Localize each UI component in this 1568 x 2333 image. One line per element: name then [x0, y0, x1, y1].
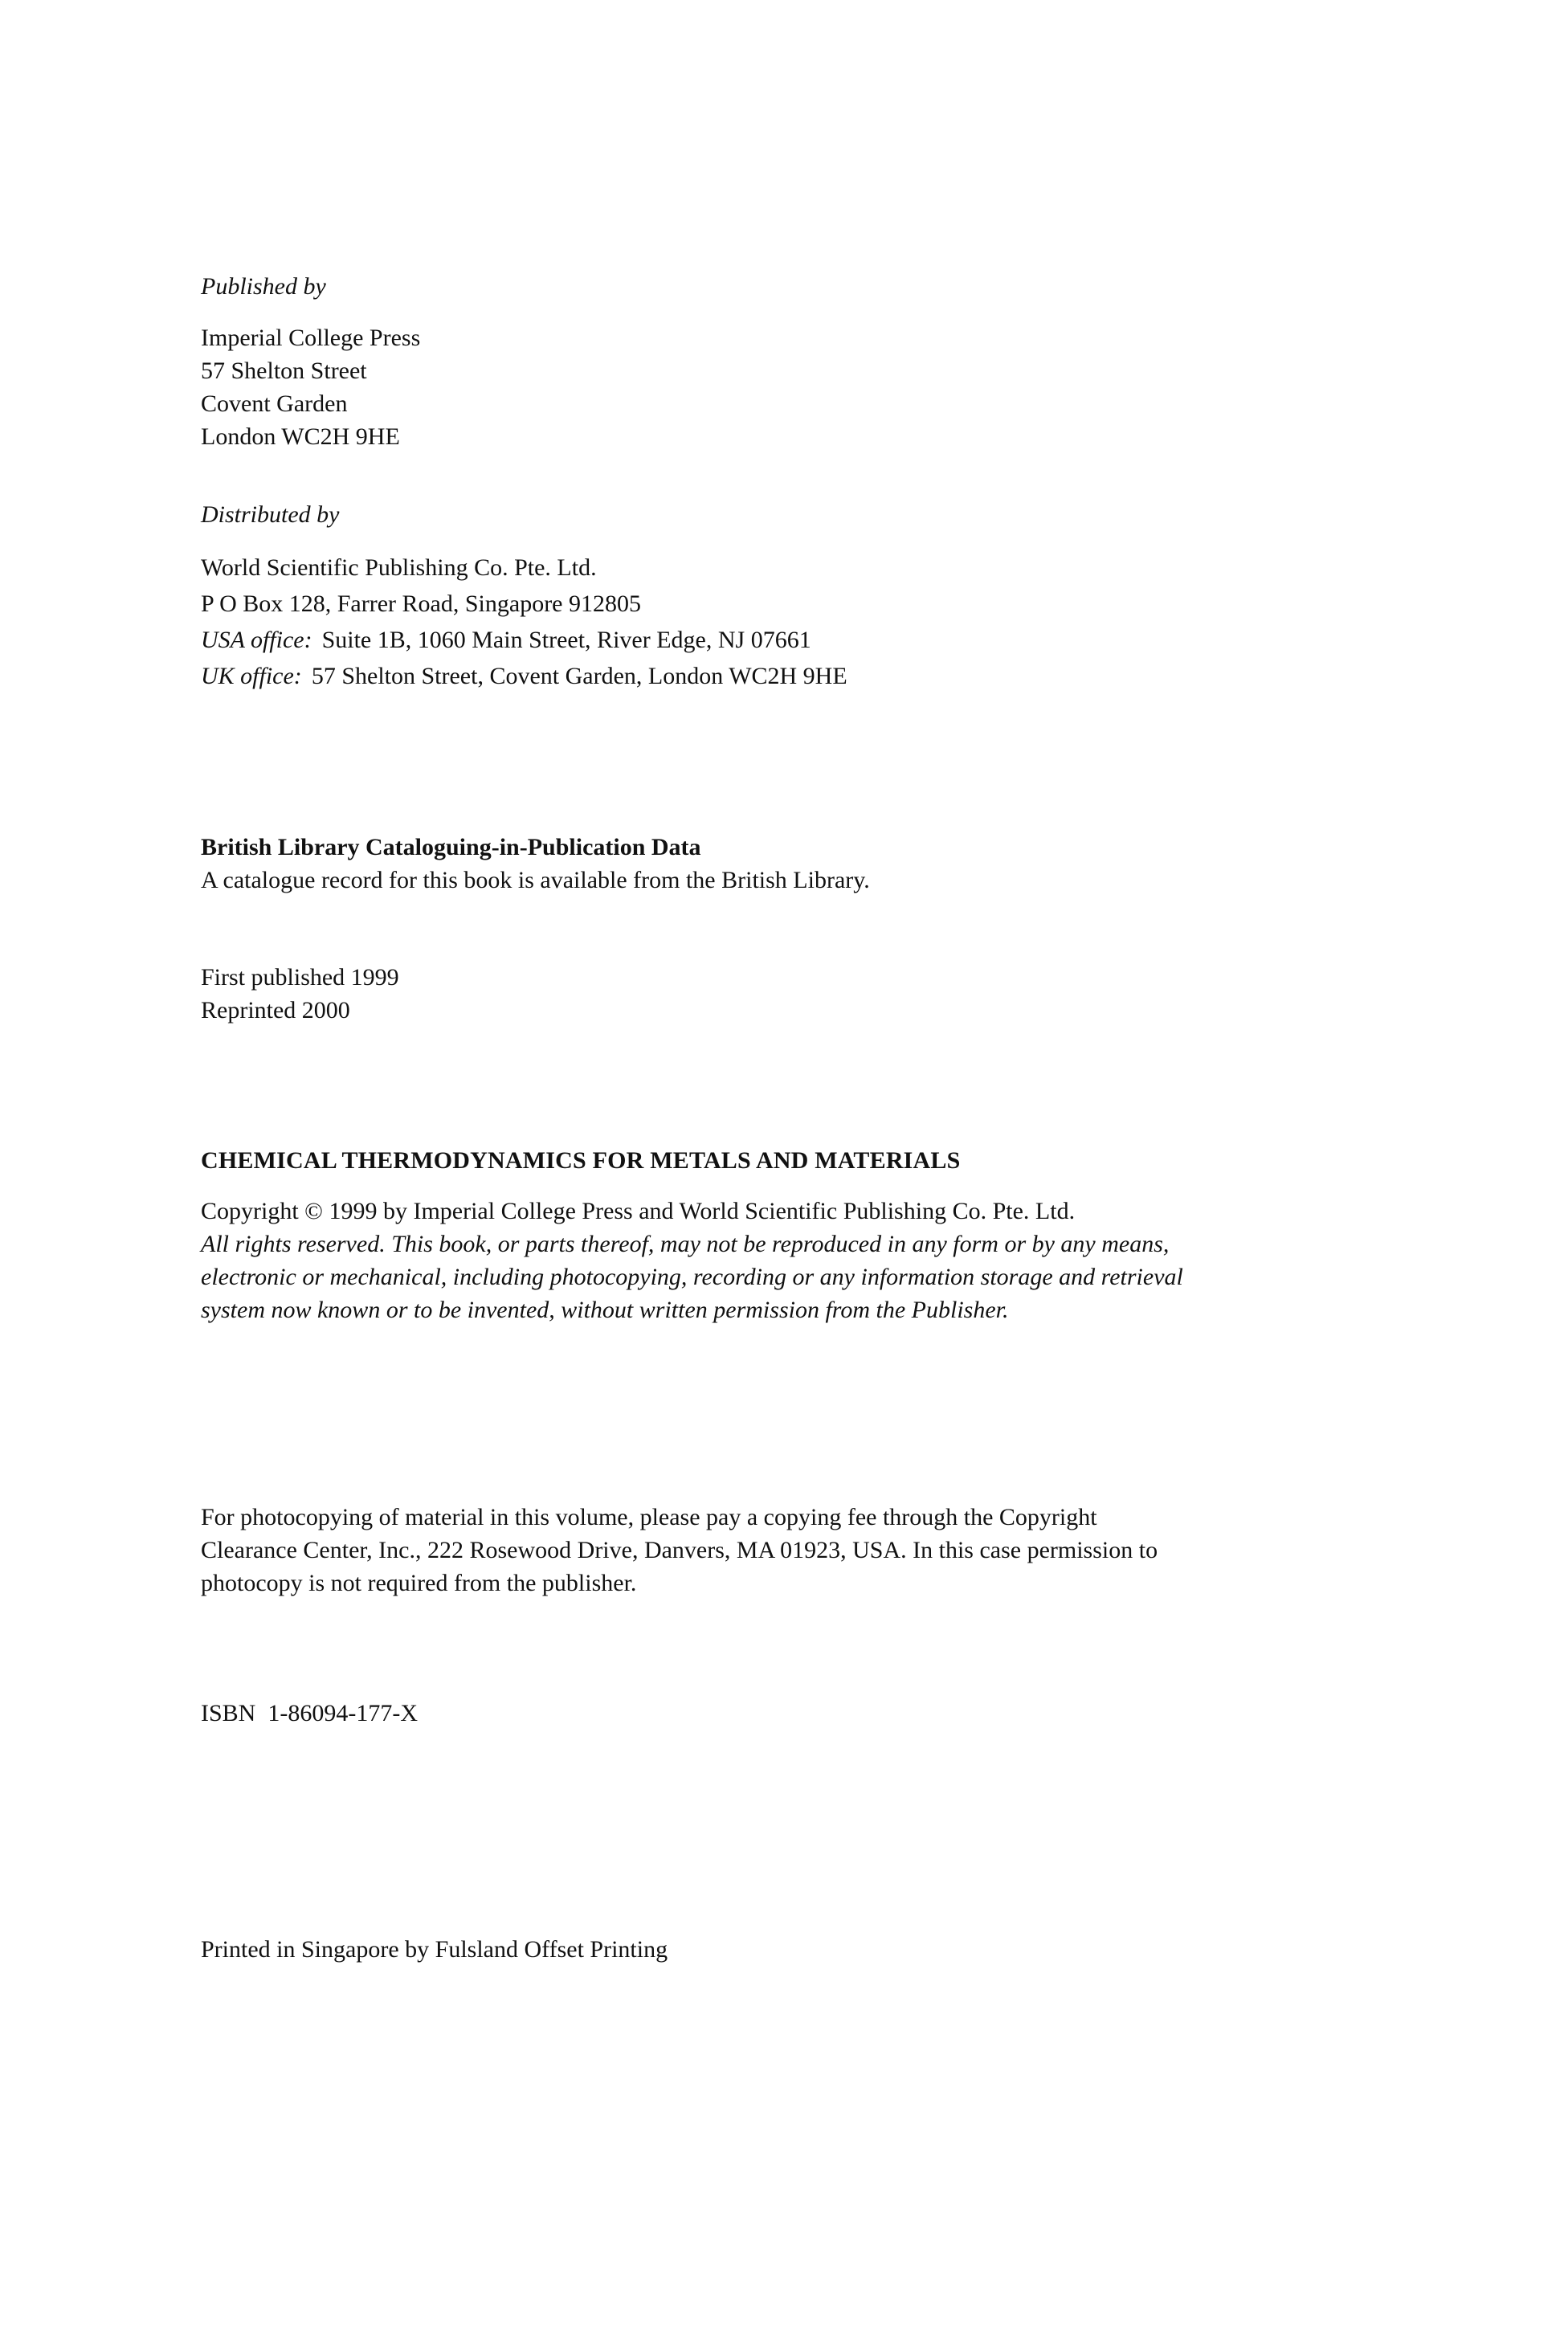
publisher-address	[201, 321, 1309, 453]
cip-text: A catalogue record for this book is available from the British Library.	[201, 867, 870, 893]
distributed-by-label	[201, 498, 1309, 531]
edition-info	[201, 961, 1309, 1027]
cip-data	[201, 831, 1309, 897]
usa-office-line	[201, 622, 1309, 658]
photocopy-line: photocopy is not required from the publisher.	[201, 1570, 637, 1596]
copyright-text: Copyright © 1999 by Imperial College Press and World Scientific Publishing Co. Pte. Ltd.	[201, 1198, 1076, 1224]
distributor-po-box: P O Box 128, Farrer Road, Singapore 912805	[201, 590, 641, 617]
printed-in	[201, 1933, 1309, 1966]
book-title-text: CHEMICAL THERMODYNAMICS FOR METALS AND MATERIALS	[201, 1147, 961, 1174]
printed-in-text: Printed in Singapore by Fulsland Offset Printing	[201, 1936, 668, 1963]
photocopy-notice	[201, 1501, 1295, 1600]
isbn-text: ISBN 1-86094-177-X	[201, 1700, 418, 1726]
rights-line: electronic or mechanical, including photocopying, recording or any information storage and retrieval	[201, 1264, 1183, 1290]
publisher-area: Covent Garden	[201, 390, 348, 417]
distributor-address	[201, 550, 1309, 694]
uk-office-address: 57 Shelton Street, Covent Garden, London WC2H 9HE	[311, 663, 847, 689]
reprinted: Reprinted 2000	[201, 997, 350, 1023]
copyright-notice	[201, 1195, 1309, 1228]
uk-office-label: UK office:	[201, 663, 302, 689]
rights-line: system now known or to be invented, without written permission from the Publisher.	[201, 1297, 1009, 1323]
photocopy-line: For photocopying of material in this volume, please pay a copying fee through the Copyright	[201, 1504, 1097, 1530]
published-by-label	[201, 270, 1309, 303]
distributor-company: World Scientific Publishing Co. Pte. Ltd.	[201, 554, 597, 581]
isbn	[201, 1697, 1309, 1730]
publisher-name: Imperial College Press	[201, 325, 421, 351]
rights-reserved	[201, 1228, 1293, 1326]
publisher-street: 57 Shelton Street	[201, 358, 367, 384]
cip-heading: British Library Cataloguing-in-Publication Data	[201, 834, 701, 860]
usa-office-label: USA office:	[201, 627, 312, 653]
rights-line: All rights reserved. This book, or parts thereof, may not be reproduced in any form or by any means,	[201, 1231, 1170, 1257]
book-title	[201, 1144, 1309, 1177]
publisher-city: London WC2H 9HE	[201, 423, 400, 450]
distributed-by-heading: Distributed by	[201, 501, 340, 528]
usa-office-address: Suite 1B, 1060 Main Street, River Edge, NJ 07661	[321, 627, 811, 653]
published-by-heading: Published by	[201, 273, 326, 300]
first-published: First published 1999	[201, 964, 399, 991]
uk-office-line	[201, 658, 1309, 694]
photocopy-line: Clearance Center, Inc., 222 Rosewood Drive, Danvers, MA 01923, USA. In this case permission to	[201, 1537, 1158, 1563]
